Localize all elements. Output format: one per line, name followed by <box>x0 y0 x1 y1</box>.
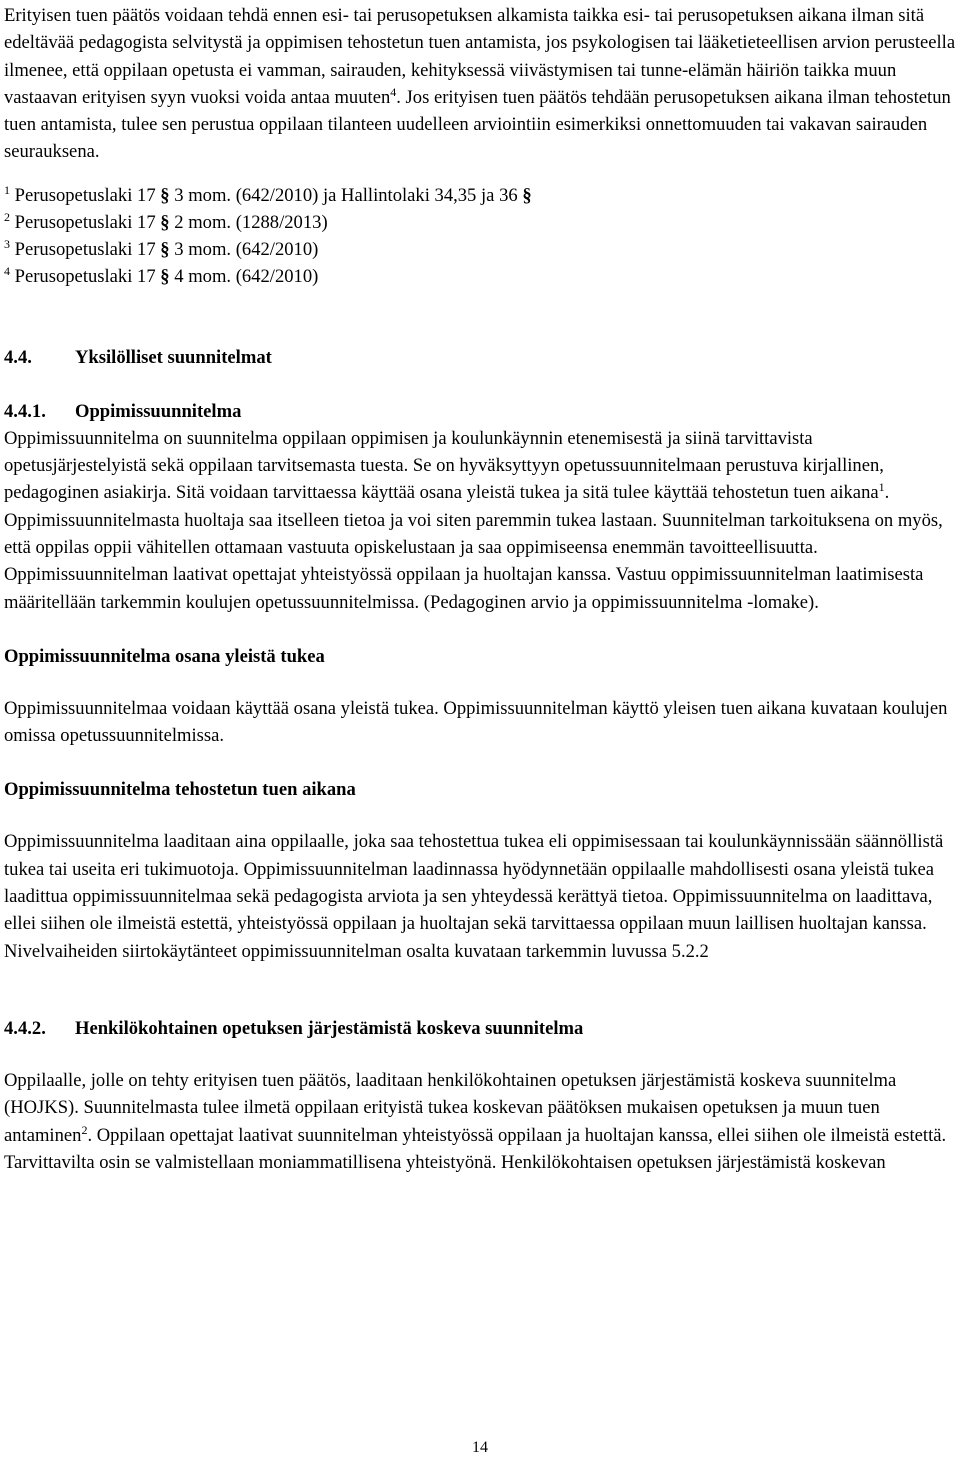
intro-text: Erityisen tuen päätös voidaan tehdä ennen esi- tai perusopetuksen alkamista taikka esi- tai perusopetuksen aikana ilman sitä edeltävää pedagogista selvitystä ja oppimisen tehostetun tuen antamista, jos psykologisen tai lääketieteellisen arvion perusteella ilmenee, että oppilaan opetusta ei vamman, sairauden, kehityksessä viivästymisen tai tunne-elämän häiriön taikka muun vastaavan erityisen syyn vuoksi voida antaa muuten <box>4 5 956 108</box>
heading-title: Yksilölliset suunnitelmat <box>75 346 272 368</box>
footnote-ref: 4 <box>390 84 397 99</box>
footnote-ref: 2 <box>81 1122 88 1137</box>
oppimissuunnitelma-paragraph: Oppimissuunnitelma on suunnitelma oppilaan oppimisen ja koulunkäynnin etenemisestä ja siinä tarvittavista opetusjärjestelyistä sekä oppilaan tarvitsemasta tuesta. Se on hyväksyttyyn opetussuunnitelmaan perustuva kirjallinen, pedagoginen asiakirja. Sitä voidaan tarvittaessa käyttää osana yleistä tukea ja sitä tulee käyttää tehostetun tuen aikana$^1$. Oppimissuunnitelmasta huoltaja saa itselleen tietoa ja voi siten paremmin tukea lastaan. Suunnitelman tarkoituksena on myös, että oppilas oppii vähitellen ottamaan vastuuta opiskelustaan ja saa oppimiseensa enemmän tavoitteellisuutta. Oppimissuunnitelman laativat opettajat yhteistyössä oppilaan ja huoltajan kanssa. Vastuu oppimissuunnitelman laatimisesta määritellään tarkemmin koulujen opetussuunnitelmissa. (Pedagoginen arvio ja oppimissuunnitelma -lomake). <box>4 427 943 613</box>
section-sign: § <box>160 265 170 287</box>
heading-4-4-1 <box>4 398 956 425</box>
section-sign: § <box>160 211 170 233</box>
section-sign: § <box>522 184 532 206</box>
footnote-list <box>4 182 956 290</box>
footnote-4: $^4$ Perusopetuslaki 17 § 4 mom. (642/2010) <box>4 263 319 287</box>
heading-yleinen-tuki: Oppimissuunnitelma osana yleistä tukea <box>4 645 325 667</box>
hojks-paragraph: Oppilaalle, jolle on tehty erityisen tuen päätös, laaditaan henkilökohtainen opetuksen järjestämistä koskeva suunnitelma (HOJKS). Suunnitelmasta tulee ilmetä oppilaan erityistä tukea koskevan päätöksen mukaisen opetuksen ja muun tuen antaminen$^2$. Oppilaan opettajat laativat suunnitelman yhteistyössä oppilaan ja huoltajan kanssa, ellei siihen ole ilmeistä estettä. Tarvittavilta osin se valmistellaan moniammatillisena yhteistyönä. Henkilökohtaisen opetuksen järjestämistä koskevan <box>4 1069 947 1173</box>
footnote-3: $^3$ Perusopetuslaki 17 § 3 mom. (642/2010) <box>4 236 319 260</box>
footnote-2: $^2$ Perusopetuslaki 17 § 2 mom. (1288/2013) <box>4 209 328 233</box>
heading-number: 4.4.2. <box>4 1017 46 1039</box>
footnote-number: 3 <box>4 236 10 251</box>
yleinen-tuki-paragraph: Oppimissuunnitelmaa voidaan käyttää osana yleistä tukea. Oppimissuunnitelman käyttö yleisen tuen aikana kuvataan koulujen omissa opetussuunnitelmissa. <box>4 697 948 747</box>
document-page <box>4 2 956 1176</box>
tehostettu-tuki-paragraph: Oppimissuunnitelma laaditaan aina oppilaalle, joka saa tehostettua tukea eli oppimisessaan tai koulunkäynnissään säännöllistä tukea tai useita eri tukimuotoja. Oppimissuunnitelman laadinnassa hyödynnetään oppilaalle mahdollisesti osana yleistä tukea laadittua oppimissuunnitelmaa sekä pedagogista arviota ja sen yhteydessä kerättyä tietoa. Oppimissuunnitelma on laadittava, ellei siihen ole ilmeistä estettä, yhteistyössä oppilaan ja huoltajan sekä tarvittaessa oppilaan muun laillisen huoltajan kanssa. Nivelvaiheiden siirtokäytänteet oppimissuunnitelman osalta kuvataan tarkemmin luvussa 5.2.2 <box>4 831 944 962</box>
page-number: 14 <box>472 1439 488 1456</box>
heading-4-4 <box>4 344 956 371</box>
footnote-number: 1 <box>4 182 10 197</box>
intro-text-continued: . Jos erityisen tuen päätös tehdään perusopetuksen aikana ilman tehostetun tuen antamista, tulee sen perustua oppilaan tilanteen uudelleen arviointiin esimerkiksi onnettomuuden tai vakavan sairauden seurauksena. <box>4 86 951 163</box>
heading-4-4-2 <box>4 1015 956 1042</box>
section-sign: § <box>160 184 170 206</box>
heading-title: Henkilökohtainen opetuksen järjestämistä koskeva suunnitelma <box>75 1017 584 1039</box>
intro-paragraph <box>4 2 956 166</box>
heading-number: 4.4.1. <box>4 400 46 422</box>
heading-tehostettu-tuki: Oppimissuunnitelma tehostetun tuen aikana <box>4 779 356 801</box>
footnote-number: 2 <box>4 209 10 224</box>
footnote-ref: 1 <box>878 480 885 495</box>
section-sign: § <box>160 238 170 260</box>
footnote-number: 4 <box>4 263 10 278</box>
heading-number: 4.4. <box>4 346 32 368</box>
heading-title: Oppimissuunnitelma <box>75 400 242 422</box>
footnote-1: $^1$ Perusopetuslaki 17 § 3 mom. (642/2010) ja Hallintolaki 34,35 ja 36 § <box>4 182 532 206</box>
